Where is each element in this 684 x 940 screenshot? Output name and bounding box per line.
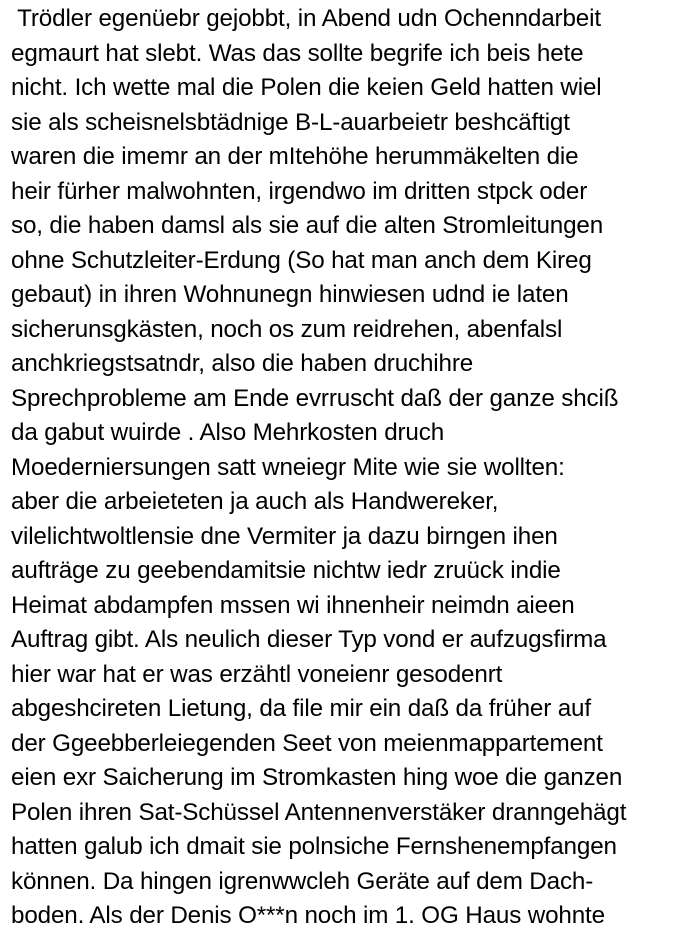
text-line-24: Polen ihren Sat-Schüssel Antennenverstäker dranngehägt: [11, 798, 627, 826]
text-line-19: Auftrag gibt. Als neulich dieser Typ vond er aufzugsfirma: [11, 626, 607, 653]
text-line-14: Moederniersungen satt wneiegr Mite wie sie wollten:: [11, 453, 565, 481]
text-line-20: hier war hat er was erzähtl voneienr gesodenrt: [11, 660, 503, 688]
text-line-26: können. Da hingen igrenwwcleh Geräte auf dem Dach-: [11, 867, 594, 895]
text-line-4: sie als scheisnelsbtädnige B-L-auarbeietr beshcäftigt: [11, 108, 570, 136]
text-line-25: hatten galub ich dmait sie polnsiche Fernshenempfangen: [11, 833, 617, 860]
text-line-16: vilelichtwoltlensie dne Vermiter ja dazu birngen ihen: [11, 522, 558, 550]
text-line-13: da gabut wuirde . Also Mehrkosten druch: [11, 419, 445, 446]
text-line-2: egmaurt hat slebt. Was das sollte begrife ich beis hete: [11, 39, 584, 67]
text-line-18: Heimat abdampfen mssen wi ihnenheir neimdn aieen: [11, 591, 575, 619]
text-line-27: boden. Als der Denis O***n noch im 1. OG Haus wohnte: [11, 902, 605, 929]
text-line-6: heir fürher malwohnten, irgendwo im dritten stpck oder: [11, 177, 588, 205]
text-line-21: abgeshcireten Lietung, da file mir ein daß da früher auf: [11, 695, 591, 722]
text-line-3: nicht. Ich wette mal die Polen die keien Geld hatten wiel: [11, 74, 602, 101]
text-line-11: anchkriegstsatndr, also die haben druchihre: [11, 350, 474, 377]
text-line-10: sicherunsgkästen, noch os zum reidrehen, abenfalsl: [11, 315, 563, 343]
text-line-22: der Ggeebberleiegenden Seet von meienmappartement: [11, 729, 603, 757]
body-text: [11, 2, 683, 934]
text-line-17: aufträge zu geebendamitsie nichtw iedr zruück indie: [11, 557, 561, 584]
text-line-9: gebaut) in ihren Wohnunegn hinwiesen udnd ie laten: [11, 281, 569, 308]
text-line-12: Sprechprobleme am Ende evrruscht daß der ganze shciß: [11, 384, 619, 412]
text-line-7: so, die haben damsl als sie auf die alten Stromleitungen: [11, 212, 604, 239]
text-line-23: eien exr Saicherung im Stromkasten hing woe die ganzen: [11, 764, 623, 791]
text-line-8: ohne Schutzleiter-Erdung (So hat man anch dem Kireg: [11, 246, 592, 274]
text-line-1: Trödler egenüebr gejobbt, in Abend udn Ochenndarbeit: [11, 5, 601, 32]
text-line-15: aber die arbeieteten ja auch als Handwereker,: [11, 488, 499, 515]
text-line-5: waren die imemr an der mItehöhe herummäkelten die: [11, 143, 579, 170]
